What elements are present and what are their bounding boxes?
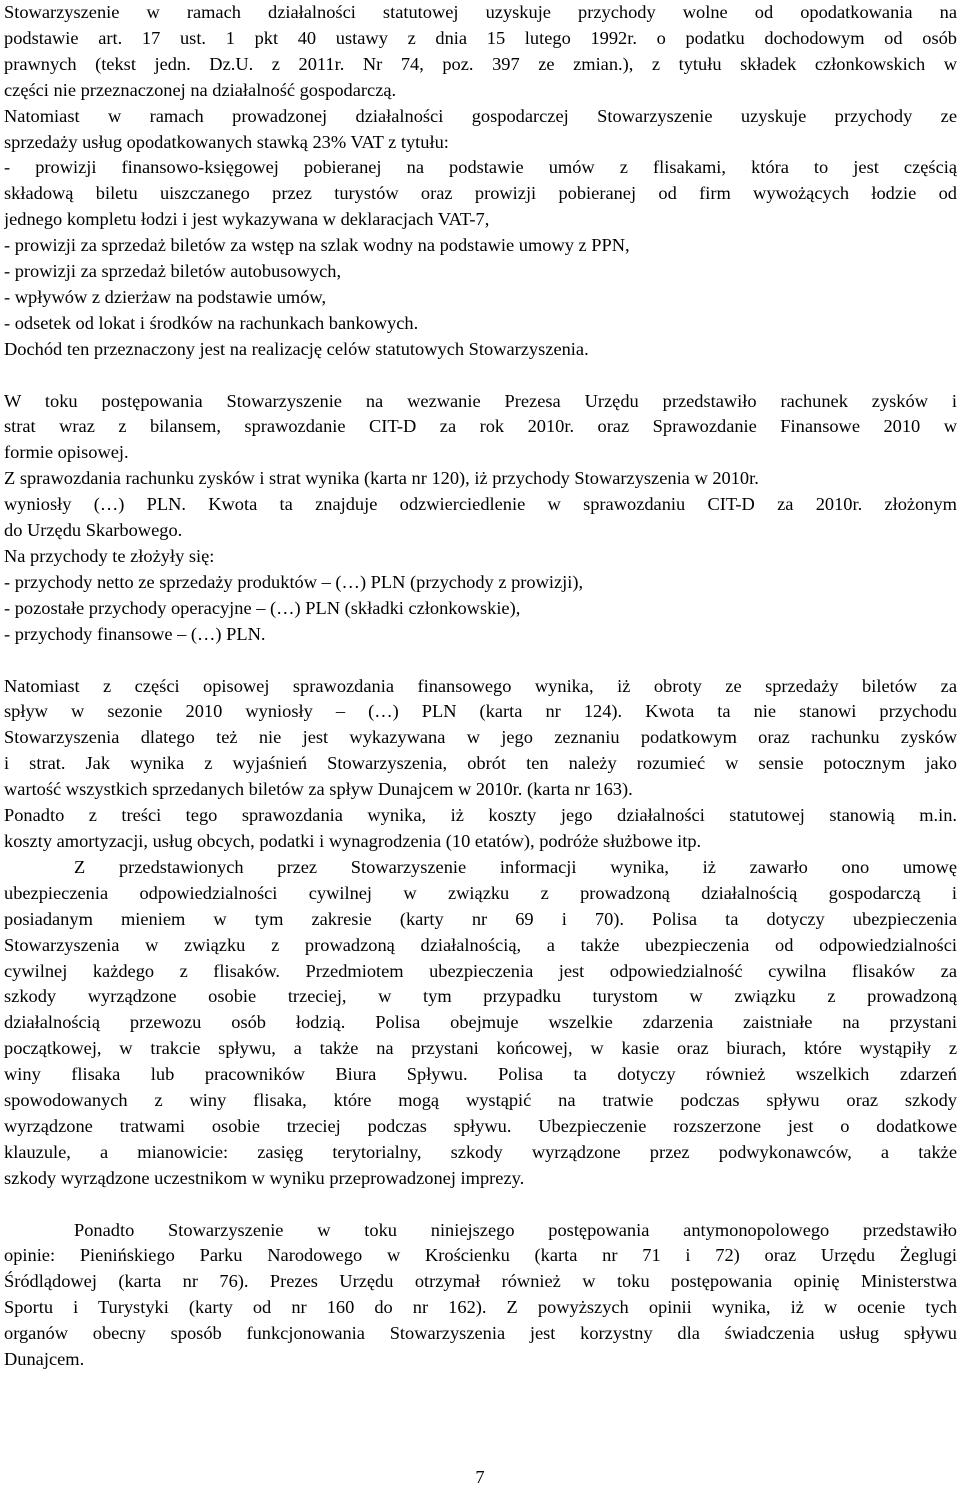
text-line: Śródlądowej (karta nr 76). Prezes Urzędu otrzymał również w toku postępowania opinię Ministerstwa [4,1271,957,1292]
text-line: szkody wyrządzone osobie trzeciej, w tym przypadku turystom w związku z prowadzoną [4,986,957,1007]
text-line: prawnych (tekst jedn. Dz.U. z 2011r. Nr 74, poz. 397 ze zmian.), z tytułu składek członkowskich w [4,53,957,74]
list-item-continuation: jednego kompletu łodzi i jest wykazywana w deklaracjach VAT-7, [4,209,490,230]
text-line: wyniosły (…) PLN. Kwota ta znajduje odzwierciedlenie w sprawozdaniu CIT-D za 2010r. złożonym [4,494,957,515]
paragraph-opinions [4,1218,957,1373]
text-line-indented: Ponadto Stowarzyszenie w toku niniejszego postępowania antymonopolowego przedstawiło [74,1219,957,1240]
text-line: W toku postępowania Stowarzyszenie na wezwanie Prezesa Urzędu przedstawiło rachunek zysków i [4,390,957,411]
paragraph-gap [4,1192,957,1218]
text-line: szkody wyrządzone uczestnikom w wyniku przeprowadzonej imprezy. [4,1167,525,1188]
list-item: - odsetek od lokat i środków na rachunkach bankowych. [4,312,419,333]
text-line: spowodowanych z winy flisaka, które mogą wystąpić na tratwie podczas spływu oraz szkody [4,1090,957,1111]
text-line: Natomiast z części opisowej sprawozdania finansowego wynika, iż obroty ze sprzedaży biletów za [4,675,957,696]
text-line: winy flisaka lub pracowników Biura Spływu. Polisa ta dotyczy również wszelkich zdarzeń [4,1064,957,1085]
paragraph-business-income [4,104,957,363]
text-line-indented: Z przedstawionych przez Stowarzyszenie informacji wynika, iż zawarło ono umowę [74,856,957,877]
text-line: Sportu i Turystyki (karty od nr 160 do nr 162). Z powyższych opinii wynika, iż w ocenie tych [4,1297,957,1318]
text-line: do Urzędu Skarbowego. [4,520,183,541]
text-line: ubezpieczenia odpowiedzialności cywilnej w związku z prowadzoną działalnością gospodarczą i [4,882,957,903]
text-line: organów obecny sposób funkcjonowania Stowarzyszenia jest korzystny dla świadczenia usług spływu [4,1323,957,1344]
text-line: Z sprawozdania rachunku zysków i strat wynika (karta nr 120), iż przychody Stowarzyszenia w 2010r. [4,468,759,489]
text-line: wyrządzone tratwami osobie trzeciej podczas spływu. Ubezpieczenie rozszerzone jest o dodatkowe [4,1115,957,1136]
text-line: posiadanym mieniem w tym zakresie (karty nr 69 i 70). Polisa ta dotyczy ubezpieczenia [4,908,957,929]
text-line: Na przychody te złożyły się: [4,546,215,567]
paragraph-gap [4,648,957,674]
document-page [4,0,957,1373]
text-line: Dunajcem. [4,1349,85,1370]
list-item: - przychody netto ze sprzedaży produktów – (…) PLN (przychody z prowizji), [4,571,584,592]
text-line: sprzedaży usług opodatkowanych stawką 23% VAT z tytułu: [4,131,449,152]
text-line: i strat. Jak wynika z wyjaśnień Stowarzyszenia, obrót ten należy rozumieć w sensie potocznym jako [4,753,957,774]
text-line: części nie przeznaczonej na działalność gospodarczą. [4,79,397,100]
list-item: - prowizji za sprzedaż biletów autobusowych, [4,261,342,282]
paragraph-insurance [4,674,957,1192]
text-line: Dochód ten przeznaczony jest na realizację celów statutowych Stowarzyszenia. [4,338,589,359]
text-line: działalnością przewozu osób łodzią. Polisa obejmuje wszelkie zdarzenia zaistniałe na przystani [4,1012,957,1033]
text-line: koszty amortyzacji, usług obcych, podatki i wynagrodzenia (10 etatów), podróże służbowe itp. [4,830,702,851]
text-line: Stowarzyszenia dlatego też nie jest wykazywana w jego zeznaniu podatkowym oraz rachunku zysków [4,727,957,748]
text-line: cywilnej każdego z flisaków. Przedmiotem ubezpieczenia jest odpowiedzialność cywilna flisaków za [4,960,957,981]
page-number: 7 [475,1467,485,1487]
list-item: - prowizji finansowo-księgowej pobieranej na podstawie umów z flisakami, która to jest częścią [4,157,957,178]
list-item: - przychody finansowe – (…) PLN. [4,623,266,644]
text-line: Ponadto z treści tego sprawozdania wynika, iż koszty jego działalności statutowej stanowią m.in. [4,805,957,826]
list-item: - pozostałe przychody operacyjne – (…) PLN (składki członkowskie), [4,597,521,618]
text-line: początkowej, w trakcie spływu, a także na przystani końcowej, w kasie oraz biurach, które wystąpiły z [4,1038,957,1059]
text-line: podstawie art. 17 ust. 1 pkt 40 ustawy z dnia 15 lutego 1992r. o podatku dochodowym od osób [4,27,957,48]
text-line: spływ w sezonie 2010 wyniosły – (…) PLN (karta nr 124). Kwota ta nie stanowi przychodu [4,701,957,722]
text-line: formie opisowej. [4,442,129,463]
text-line: Natomiast w ramach prowadzonej działalności gospodarczej Stowarzyszenie uzyskuje przychody ze [4,105,957,126]
list-item: - wpływów z dzierżaw na podstawie umów, [4,286,327,307]
text-line: Stowarzyszenie w ramach działalności statutowej uzyskuje przychody wolne od opodatkowania na [4,2,957,22]
paragraph-financial-statements [4,389,957,648]
paragraph-tax-exempt-income [4,0,957,104]
list-item: - prowizji za sprzedaż biletów za wstęp na szlak wodny na podstawie umowy z PPN, [4,235,630,256]
paragraph-gap [4,363,957,389]
text-line: Stowarzyszenia w związku z prowadzoną działalnością, a także ubezpieczenia od odpowiedzialności [4,934,957,955]
text-line: strat wraz z bilansem, sprawozdanie CIT-D za rok 2010r. oraz Sprawozdanie Finansowe 2010 w [4,416,957,437]
list-item-continuation: składową biletu uiszczanego przez turystów oraz prowizji pobieranej od firm wywożących łodzie od [4,183,957,204]
text-line: wartość wszystkich sprzedanych biletów za spływ Dunajcem w 2010r. (karta nr 163). [4,779,633,800]
text-line: klauzule, a mianowicie: zasięg terytorialny, szkody wyrządzone przez podwykonawców, a także [4,1141,957,1162]
text-line: opinie: Pienińskiego Parku Narodowego w Krościenku (karta nr 71 i 72) oraz Urzędu Żeglugi [4,1245,957,1266]
